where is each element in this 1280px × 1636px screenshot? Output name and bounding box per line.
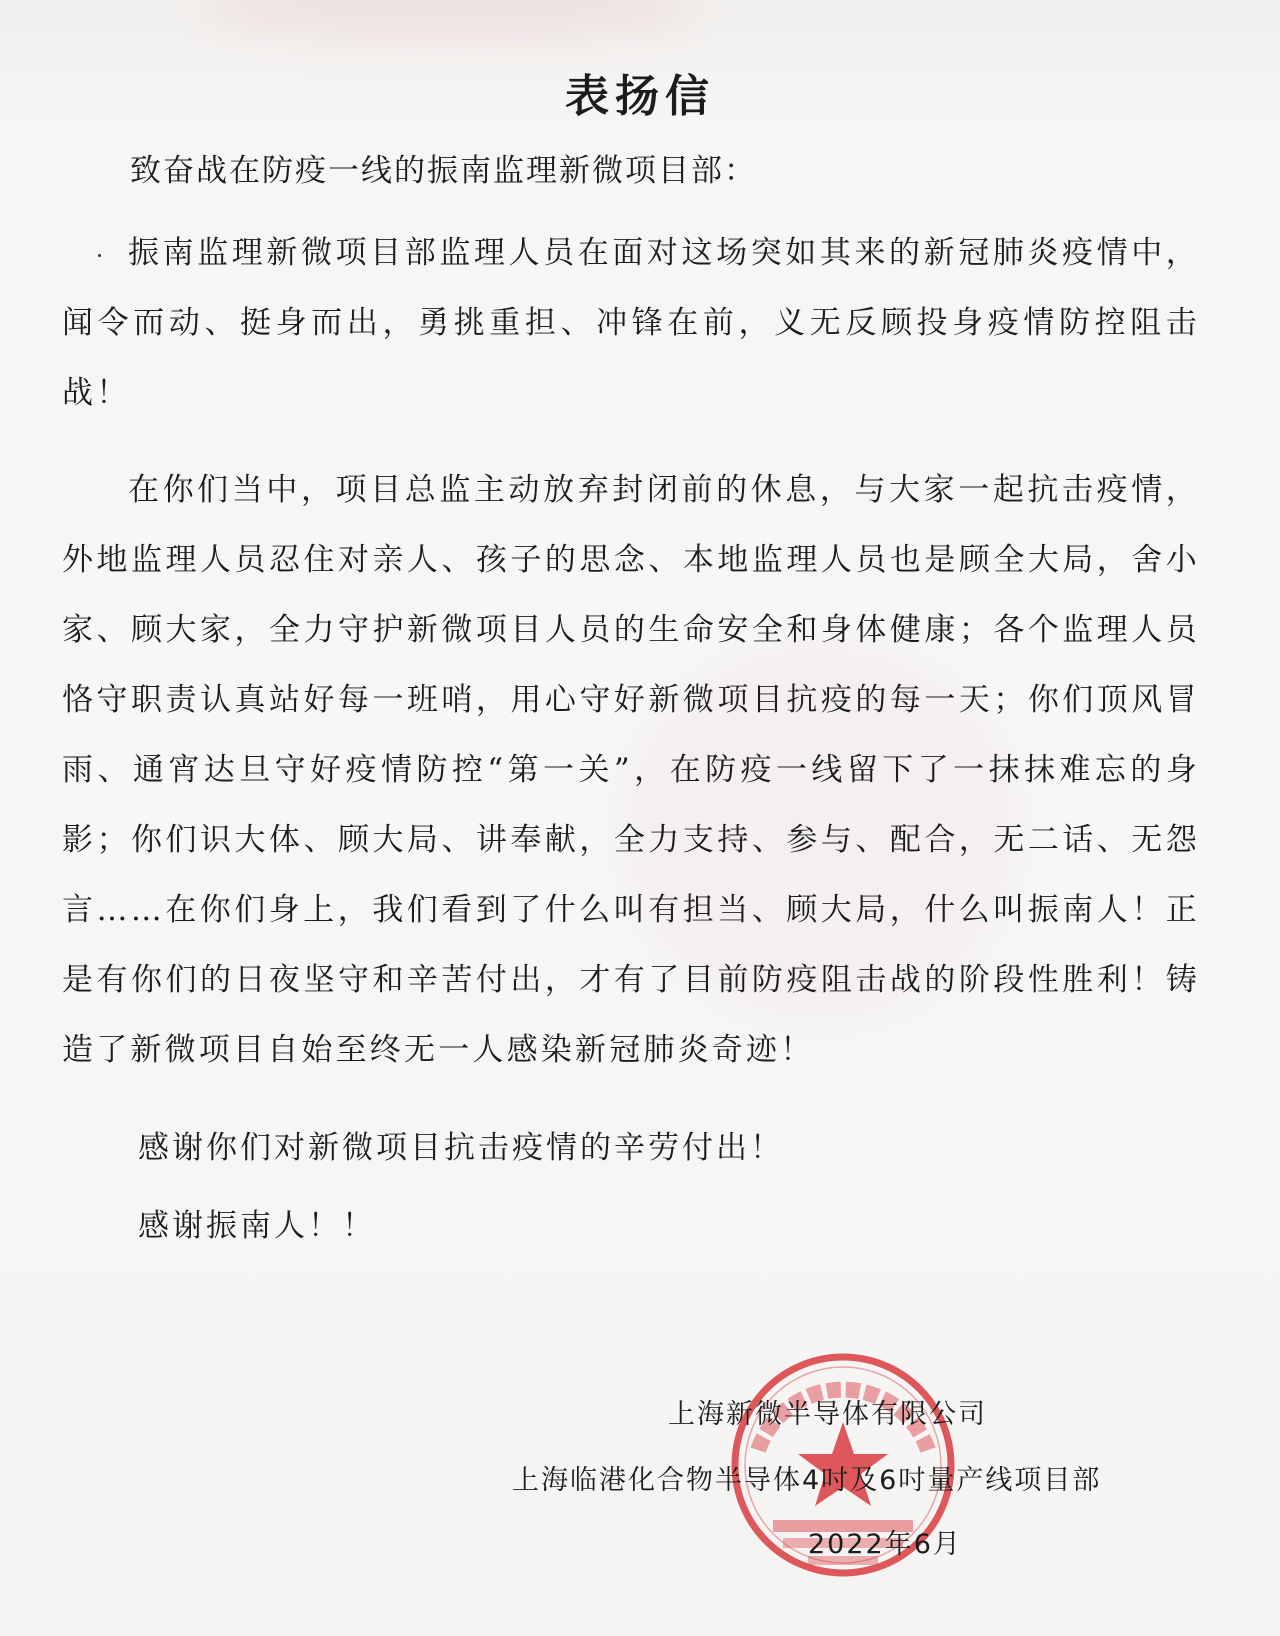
- paper-smudge: [200, 0, 700, 40]
- page-title: 表扬信: [565, 71, 715, 122]
- signature-department: 上海临港化合物半导体4吋及6吋量产线项目部: [512, 1465, 1102, 1496]
- thanks-line: 感谢振南人！！: [138, 1208, 376, 1244]
- letter-paragraph: 振南监理新微项目部监理人员在面对这场突如其来的新冠肺炎疫情中，闻令而动、挺身而出，勇挑重担、冲锋在前，义无反顾投身疫情防控阻击战！: [62, 235, 1200, 411]
- letter-greeting: 致奋战在防疫一线的振南监理新微项目部：: [130, 153, 757, 189]
- signature-date: 2022年6月: [808, 1529, 962, 1560]
- signature-company: 上海新微半导体有限公司: [668, 1399, 987, 1430]
- letter-paragraph: 在你们当中，项目总监主动放弃封闭前的休息，与大家一起抗击疫情，外地监理人员忍住对亲人、孩子的思念、本地监理人员也是顾全大局，舍小家、顾大家，全力守护新微项目人员的生命安全和身体健康；各个监理人员恪守职责认真站好每一班哨，用心守好新微项目抗疫的每一天；你们顶风冒雨、通宵达旦守好疫情防控“第一关”，在防疫一线留下了一抹抹难忘的身影；你们识大体、顾大局、讲奉献，全力支持、参与、配合，无二话、无怨言……在你们身上，我们看到了什么叫有担当、顾大局，什么叫振南人！正是有你们的日夜坚守和辛苦付出，才有了目前防疫阻击战的阶段性胜利！铸造了新微项目自始至终无一人感染新冠肺炎奇迹！: [62, 472, 1200, 1068]
- thanks-line: 感谢你们对新微项目抗击疫情的辛劳付出！: [138, 1130, 784, 1166]
